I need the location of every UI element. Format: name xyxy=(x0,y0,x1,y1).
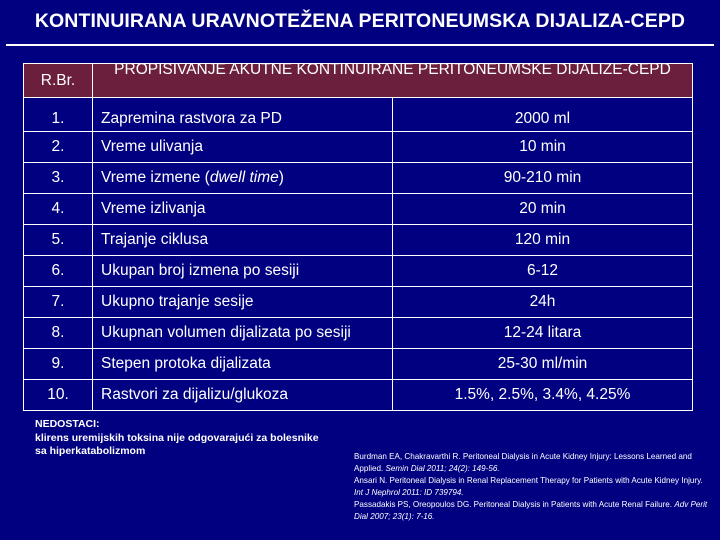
row-number: 5. xyxy=(24,225,93,256)
table-row xyxy=(24,194,693,225)
row-description: Ukupno trajanje sesije xyxy=(93,287,393,318)
row-number: 9. xyxy=(24,349,93,380)
table-header-row xyxy=(24,64,693,98)
reference-item: Passadakis PS, Oreopoulos DG. Peritoneal Dialysis in Patients with Acute Renal Failure. Adv Perit Dial 2007; 23(1): 7-16. xyxy=(354,500,708,522)
row-value: 90-210 min xyxy=(393,163,693,194)
drawbacks-line: sa hiperkatabolizmom xyxy=(35,445,146,457)
row-number: 4. xyxy=(24,194,93,225)
drawbacks-heading: NEDOSTACI: xyxy=(35,418,100,430)
row-number: 7. xyxy=(24,287,93,318)
row-description: Rastvori za dijalizu/glukoza xyxy=(93,380,393,411)
table-row xyxy=(24,132,693,163)
reference-journal: Semin Dial 2011; 24(2): 149-56. xyxy=(385,464,500,474)
row-description-post: ) xyxy=(278,169,284,186)
row-description xyxy=(93,163,393,194)
row-value: 120 min xyxy=(393,225,693,256)
row-number: 1. xyxy=(24,98,93,132)
drawbacks-line: klirens uremijskih toksina nije odgovarajući za bolesnike xyxy=(35,431,319,444)
row-value: 2000 ml xyxy=(393,98,693,132)
references xyxy=(354,451,714,524)
table-row xyxy=(24,256,693,287)
row-number: 3. xyxy=(24,163,93,194)
row-description: Vreme ulivanja xyxy=(93,132,393,163)
table-row xyxy=(24,98,693,132)
table-row xyxy=(24,318,693,349)
table-row xyxy=(24,225,693,256)
table-row xyxy=(24,163,693,194)
drawbacks-note xyxy=(35,418,375,459)
row-description: Zapremina rastvora za PD xyxy=(93,98,393,132)
row-description: Ukupnan volumen dijalizata po sesiji xyxy=(93,318,393,349)
row-description-emphasis: dwell time xyxy=(209,169,279,186)
row-value: 25-30 ml/min xyxy=(393,349,693,380)
row-number: 2. xyxy=(24,132,93,163)
row-value: 20 min xyxy=(393,194,693,225)
reference-journal: Adv Perit Dial 2007; 23(1): 7-16. xyxy=(354,500,708,522)
header-title: PROPISIVANJE AKUTNE KONTINUIRANE PERITONEUMSKE DIJALIZE-CEPD xyxy=(93,64,693,98)
reference-journal: Int J Nephrol 2011: ID 739794. xyxy=(354,488,464,498)
title-divider xyxy=(6,44,714,46)
table-row xyxy=(24,380,693,411)
row-description: Ukupan broj izmena po sesiji xyxy=(93,256,393,287)
table-row xyxy=(24,287,693,318)
reference-item: Burdman EA, Chakravarthi R. Peritoneal Dialysis in Acute Kidney Injury: Lessons Learned and Applied. Semin Dial 2011; 24(2): 149-56. xyxy=(354,452,692,474)
row-value: 12-24 litara xyxy=(393,318,693,349)
row-number: 6. xyxy=(24,256,93,287)
row-value: 24h xyxy=(393,287,693,318)
slide-title: KONTINUIRANA URAVNOTEŽENA PERITONEUMSKA DIJALIZA-CEPD xyxy=(34,10,686,32)
row-description-pre: Vreme izmene ( xyxy=(101,169,210,186)
row-value: 1.5%, 2.5%, 3.4%, 4.25% xyxy=(393,380,693,411)
row-value: 10 min xyxy=(393,132,693,163)
row-description: Trajanje ciklusa xyxy=(93,225,393,256)
table-row xyxy=(24,349,693,380)
row-description: Stepen protoka dijalizata xyxy=(93,349,393,380)
row-description: Vreme izlivanja xyxy=(93,194,393,225)
row-number: 10. xyxy=(24,380,93,411)
prescription-table xyxy=(23,63,693,411)
row-number: 8. xyxy=(24,318,93,349)
row-value: 6-12 xyxy=(393,256,693,287)
header-number: R.Br. xyxy=(24,64,93,98)
reference-item: Ansari N. Peritoneal Dialysis in Renal Replacement Therapy for Patients with Acute Kidney Injury. Int J Nephrol 2011: ID 739794. xyxy=(354,476,703,498)
